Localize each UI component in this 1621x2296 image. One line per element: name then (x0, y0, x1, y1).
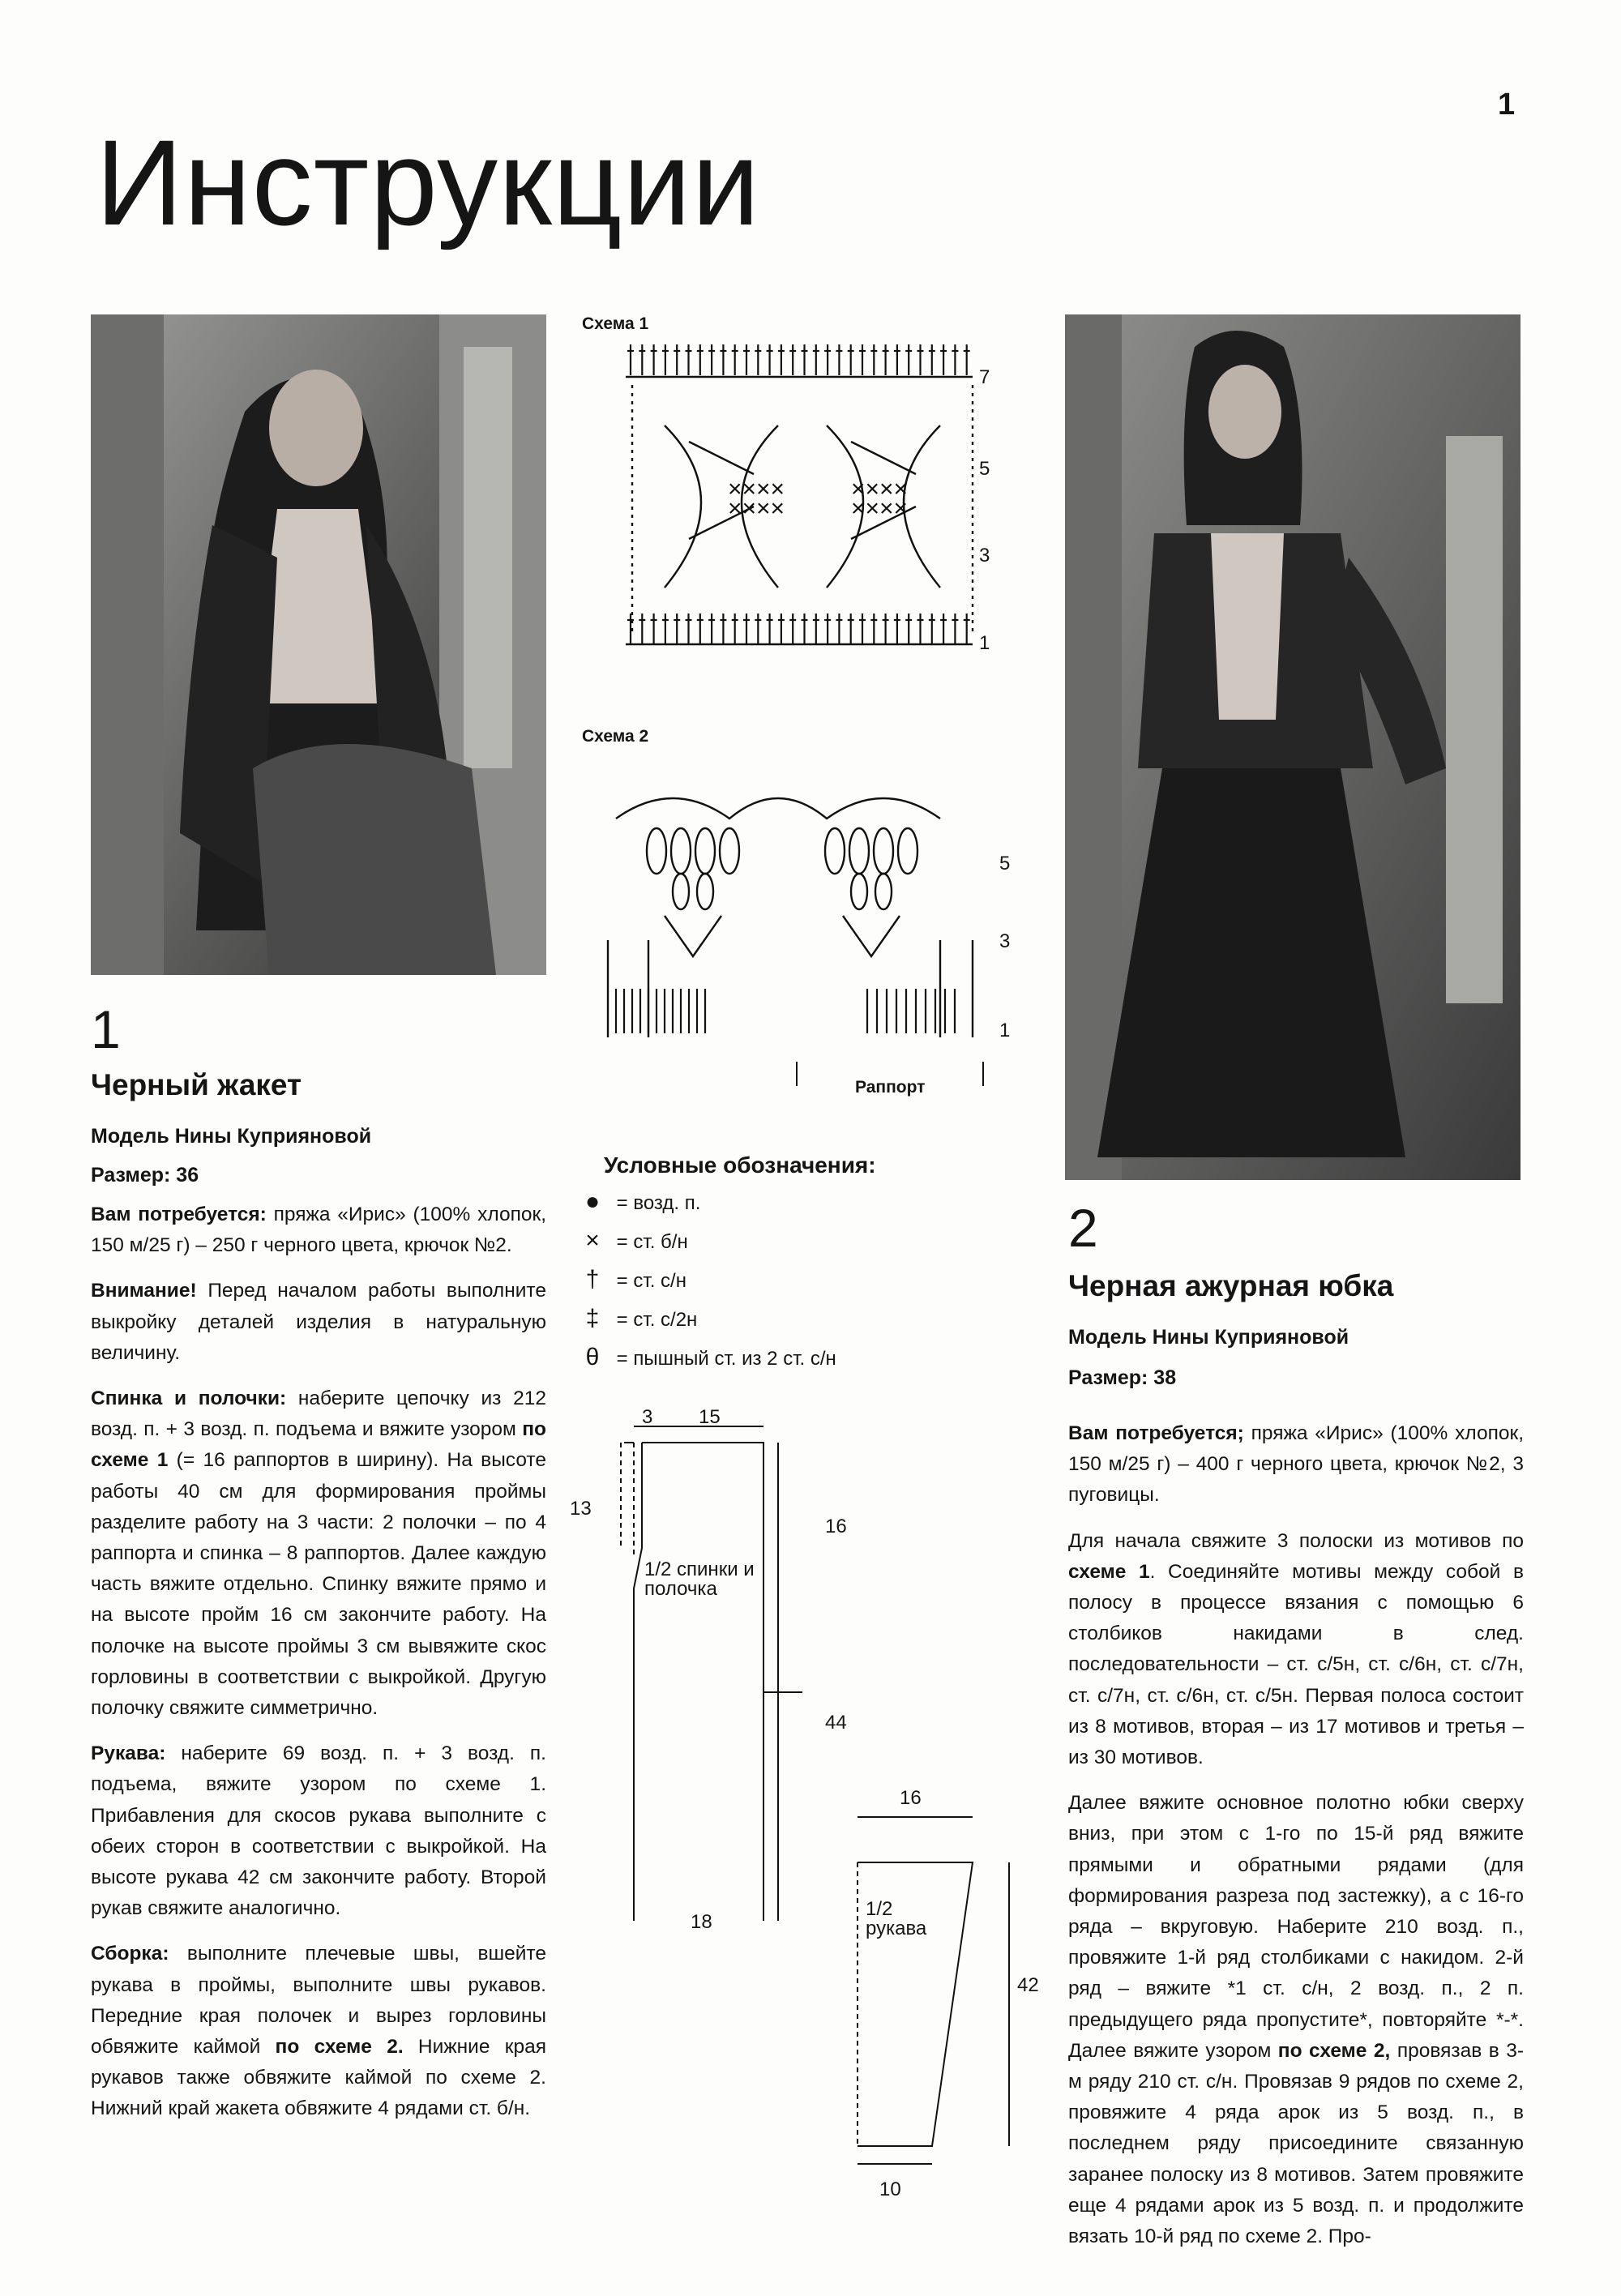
model1-title: Черный жакет (91, 1068, 302, 1101)
schema2-diagram (600, 786, 1005, 1062)
dim-neck: 13 (570, 1498, 592, 1520)
pattern-sleeve (851, 1807, 1037, 2204)
schema1-row-5: 5 (979, 458, 990, 480)
dim-armhole: 16 (825, 1516, 847, 1537)
schema1-label: Схема 1 (582, 314, 649, 333)
schema1-row-3: 3 (979, 545, 990, 567)
legend-list (574, 1188, 836, 1383)
legend-item: † = ст. с/н (574, 1266, 836, 1305)
schema2-row-3: 3 (999, 930, 1011, 952)
skirt-photo (1065, 314, 1520, 1180)
legend-item: θ = пышный ст. из 2 ст. с/н (574, 1344, 836, 1383)
pattern-back-front (567, 1394, 859, 1921)
svg-text:××××: ×××× (728, 476, 785, 502)
schema1-row-1: 1 (979, 632, 990, 654)
page-title: Инструкции (96, 114, 761, 250)
puff-stitch-symbol: θ (585, 1344, 600, 1370)
dim-sleeve-length: 42 (1017, 1974, 1039, 1996)
model1-instructions (91, 1199, 546, 2140)
model1-back-fronts: Спинка и полочки: наберите цепочку из 212 возд. п. + 3 возд. п. подъема и вяжите узором по схеме 1 (= 16 раппортов в ширину). На высоте работы 40 см для формирования проймы разделите работу на 3 части: 2 полочки – по 4 раппорта и спинка – 8 раппортов. Далее каждую часть вяжите отдельно. Спинку вяжите прямо и на высоте пройм 16 см закончите работу. На полочке на высоте проймы 3 см вывяжите скос горловины в соответствии с выкройкой. Другую полочку свяжите симметрично. (91, 1387, 546, 1720)
repeat-marker-right (982, 1062, 984, 1086)
model2-title: Черная ажурная юбка (1068, 1269, 1394, 1302)
dim-bottom: 18 (691, 1911, 712, 1933)
model1-size: Размер: 36 (91, 1164, 199, 1186)
model2-number: 2 (1068, 1198, 1098, 1258)
legend-title: Условные обозначения: (604, 1152, 876, 1178)
legend-item: ● = возд. п. (574, 1188, 836, 1227)
dim-sleeve-bottom: 10 (879, 2178, 901, 2200)
model1-number: 1 (91, 999, 121, 1059)
piece-label-sleeve: 1/2 рукава (866, 1898, 927, 1939)
repeat-label: Раппорт (855, 1078, 926, 1097)
schema2-label: Схема 2 (582, 727, 649, 746)
dim-width-top: 15 (699, 1406, 721, 1428)
dim-length: 44 (825, 1712, 847, 1734)
model1-sleeves: Рукава: наберите 69 возд. п. + 3 возд. п. подъема, вяжите узором по схеме 1. Прибавления для скосов рукава выполните с обеих сторон в соответствии с выкройкой. На высоте рукава 42 см закончите работу. Второй рукав свяжите аналогично. (91, 1742, 546, 1920)
schema2-row-5: 5 (999, 853, 1011, 874)
model2-body: Далее вяжите основное полотно юбки сверху вниз, при этом с 1-го по 15-й ряд вяжите прямыми и обратными рядами (для формирования разреза под застежку), а с 16-го ряда – вкруговую. Наберите 210 возд. п., провяжите 1-й ряд столбиками с накидом. 2-й ряд – вяжите *1 ст. с/н, 2 возд. п., 2 п. предыдущего ряда пропустите*, повторяйте *-*. Далее вяжите узором по схеме 2, провязав в 3-м ряду 210 ст. с/н. Провязав 9 рядов по схеме 2, провяжите 4 ряда арок из 5 возд. п., в последнем ряду присоедините связанную заранее полоску из 8 мотивов. Затем провяжите еще 4 рядами арок из 5 возд. п. и продолжите вязать 10-й ряд по схеме 2. Про- (1068, 1792, 1524, 2248)
model1-note: Внимание! Перед началом работы выполните выкройку деталей изделия в натуральную величину. (91, 1280, 546, 1364)
treble-crochet-symbol: ‡ (585, 1305, 600, 1332)
chain-stitch-symbol: ● (584, 1188, 601, 1215)
jacket-photo (91, 314, 546, 975)
legend-item: × = ст. б/н (574, 1227, 836, 1266)
model1-assembly: Сборка: выполните плечевые швы, вшейте рукава в проймы, выполните швы рукавов. Передние края полочек и вырез горловины обвяжите каймой по схеме 2. Нижние края рукавов также обвяжите каймой по схеме 2. Нижний край жакета обвяжите 4 рядами ст. б/н. (91, 1943, 546, 2120)
model1-author: Модель Нины Куприяновой (91, 1125, 372, 1148)
model2-size: Размер: 38 (1068, 1366, 1177, 1389)
schema2-row-1: 1 (999, 1020, 1011, 1041)
model2-motifs: Для начала свяжите 3 полоски из мотивов по схеме 1. Соединяйте мотивы между собой в полосу в процессе вязания с помощью 6 столбиков накидами в след. последовательности – ст. с/5н, ст. с/6н, ст. с/7н, ст. с/7н, ст. с/6н, ст. с/5н. Первая полоса состоит из 8 мотивов, вторая – из 17 мотивов и третья – из 30 мотивов. (1068, 1529, 1524, 1769)
repeat-marker-left (796, 1062, 798, 1086)
dim-shoulder: 3 (642, 1406, 653, 1428)
double-crochet-symbol: † (585, 1266, 600, 1293)
model2-author: Модель Нины Куприяновой (1068, 1326, 1349, 1349)
page-number: 1 (1498, 88, 1516, 122)
schema1-row-7: 7 (979, 366, 990, 388)
schema1-diagram (616, 344, 997, 677)
model1-materials: Вам потребуется: пряжа «Ирис» (100% хлопок, 150 м/25 г) – 250 г черного цвета, крючок №2. (91, 1204, 546, 1257)
svg-text:××××: ×××× (851, 476, 909, 502)
model2-instructions (1068, 1418, 1524, 2267)
dim-sleeve-top: 16 (900, 1787, 922, 1809)
single-crochet-symbol: × (585, 1227, 600, 1254)
legend-item: ‡ = ст. с/2н (574, 1305, 836, 1344)
piece-label-body: 1/2 спинки и полочка (644, 1558, 755, 1600)
model2-materials: Вам потребуется; пряжа «Ирис» (100% хлопок, 150 м/25 г) – 400 г черного цвета, крючок №2, 3 пуговицы. (1068, 1422, 1524, 1507)
svg-text:××××: ×××× (728, 495, 785, 522)
svg-text:××××: ×××× (851, 495, 909, 522)
